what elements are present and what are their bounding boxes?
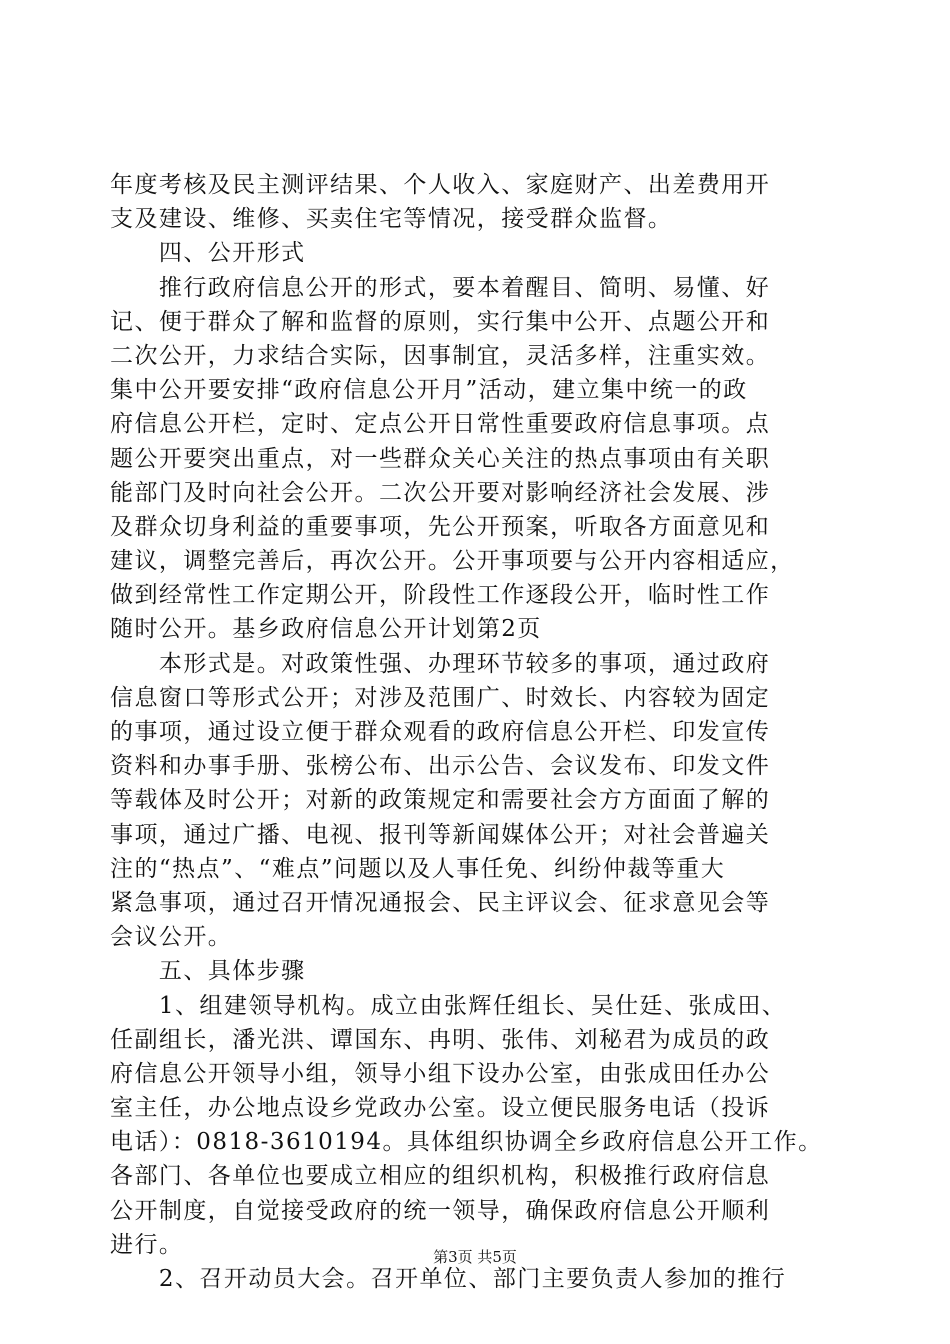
- text-line: 电话）：0818-3610194。具体组织协调全乡政府信息公开工作。: [110, 1129, 823, 1156]
- text-line: 能部门及时向社会公开。二次公开要对影响经济社会发展、涉: [110, 479, 771, 506]
- text-line: 室主任，办公地点设乡党政办公室。设立便民服务电话（投诉: [110, 1095, 771, 1122]
- text-line: 年度考核及民主测评结果、个人收入、家庭财产、出差费用开: [110, 172, 771, 198]
- text-line: 及群众切身利益的重要事项，先公开预案，听取各方面意见和: [110, 513, 771, 540]
- text-line: 二次公开，力求结合实际，因事制宜，灵活多样，注重实效。: [110, 342, 771, 369]
- text-line: 公开制度，自觉接受政府的统一领导，确保政府信息公开顺利: [110, 1197, 771, 1224]
- text-line: 2、召开动员大会。召开单位、部门主要负责人参加的推行: [110, 1266, 787, 1292]
- text-line: 紧急事项，通过召开情况通报会、民主评议会、征求意见会等: [110, 889, 771, 916]
- page-number-footer: 第3页 共5页: [433, 1248, 517, 1266]
- text-line: 资料和办事手册、张榜公布、出示公告、会议发布、印发文件: [110, 753, 771, 780]
- text-line: 随时公开。基乡政府信息公开计划第2页: [110, 616, 542, 643]
- text-line: 府信息公开栏，定时、定点公开日常性重要政府信息事项。点: [110, 411, 771, 438]
- text-line: 支及建设、维修、买卖住宅等情况，接受群众监督。: [110, 206, 673, 233]
- text-line: 各部门、各单位也要成立相应的组织机构，积极推行政府信息: [110, 1163, 771, 1190]
- section-heading: 五、具体步骤: [110, 958, 306, 985]
- text-line: 等载体及时公开；对新的政策规定和需要社会方方面面了解的: [110, 787, 771, 814]
- text-line: 事项，通过广播、电视、报刊等新闻媒体公开；对社会普遍关: [110, 821, 771, 848]
- text-line: 的事项，通过设立便于群众观看的政府信息公开栏、印发宣传: [110, 719, 771, 745]
- text-line: 进行。: [110, 1231, 184, 1258]
- text-line: 府信息公开领导小组，领导小组下设办公室，由张成田任办公: [110, 1060, 771, 1087]
- text-line: 本形式是。对政策性强、办理环节较多的事项，通过政府: [110, 650, 771, 677]
- text-line: 任副组长，潘光洪、谭国东、冉明、张伟、刘秘君为成员的政: [110, 1026, 771, 1053]
- text-line: 集中公开要安排“政府信息公开月”活动，建立集中统一的政: [110, 377, 748, 404]
- text-line: 记、便于群众了解和监督的原则，实行集中公开、点题公开和: [110, 308, 771, 335]
- section-heading: 四、公开形式: [110, 240, 306, 267]
- text-line: 建议，调整完善后，再次公开。公开事项要与公开内容相适应，: [110, 548, 795, 575]
- text-line: 做到经常性工作定期公开，阶段性工作逐段公开，临时性工作: [110, 582, 771, 609]
- text-line: 题公开要突出重点，对一些群众关心关注的热点事项由有关职: [110, 445, 771, 472]
- text-line: 1、组建领导机构。成立由张辉任组长、吴仕廷、张成田、: [110, 992, 787, 1019]
- body-text: [110, 168, 838, 1296]
- text-line: 信息窗口等形式公开；对涉及范围广、时效长、内容较为固定: [110, 684, 771, 711]
- text-line: 推行政府信息公开的形式，要本着醒目、简明、易懂、好: [110, 274, 771, 301]
- text-line: 会议公开。: [110, 924, 233, 951]
- text-line: 注的“热点”、“难点”问题以及人事任免、纠纷仲裁等重大: [110, 855, 726, 882]
